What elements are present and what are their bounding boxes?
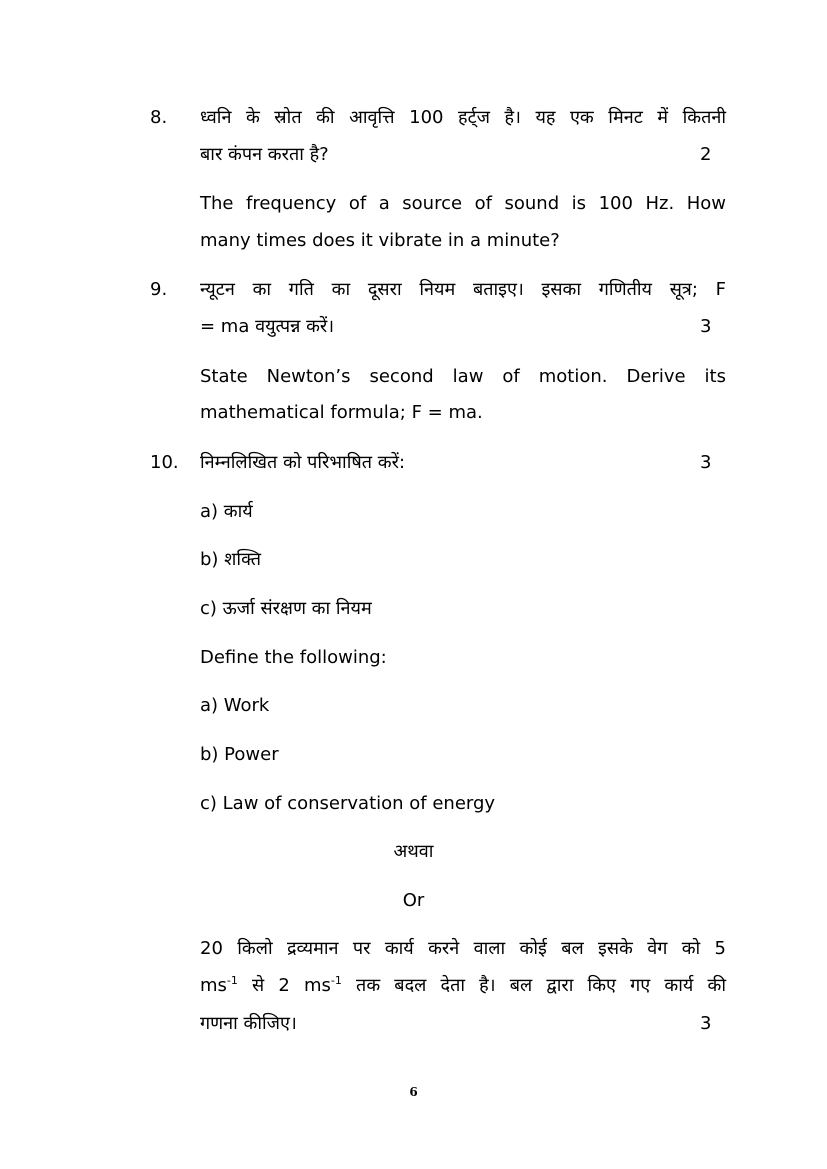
question-10-hindi-item-c: c) ऊर्जा संरक्षण का नियम [200,598,372,619]
question-10-hindi-item-b: b) शक्ति [200,549,261,570]
question-8-number: 8. [150,107,168,128]
alt-line-2-rest: तक बदल देता है। बल द्वारा किए गए कार्य की [341,975,726,996]
question-10-hindi-heading: निम्नलिखित को परिभाषित करें: [200,452,406,473]
question-9-hindi-line-1: न्यूटन का गति का दूसरा नियम बताइए। इसका गणितीय सूत्र; F [200,279,726,300]
page-number: 6 [409,1085,418,1099]
question-10-english-heading: Define the following: [200,647,387,668]
alt-unit-1: ms [200,975,227,996]
question-10-english-item-a: a) Work [200,695,270,716]
question-10-marks: 3 [700,452,712,473]
question-9-english-line-2: mathematical formula; F = ma. [200,402,483,423]
question-10-hindi-item-a: a) कार्य [200,501,253,522]
question-9-number: 9. [150,279,168,300]
alternate-question-line-3: गणना कीजिए। [200,1013,297,1034]
alternate-question-line-1: 20 किलो द्रव्यमान पर कार्य करने वाला कोई बल इसके वेग को 5 [200,938,726,959]
question-9-hindi-line-2: = ma वयुत्पन्न करें। [200,316,335,337]
alt-unit-1-exponent: -1 [226,974,238,987]
question-10-number: 10. [150,452,179,473]
question-10-english-item-c: c) Law of conservation of energy [200,793,496,814]
or-hindi: अथवा [393,841,434,862]
question-8-hindi-line-2: बार कंपन करता है? [200,144,329,165]
question-10-english-item-b: b) Power [200,744,279,765]
question-8-marks: 2 [700,144,712,165]
alternate-question-marks: 3 [700,1013,712,1034]
question-9-english-line-1: State Newton’s second law of motion. Derive its [200,366,726,387]
question-8-hindi-line-1: ध्वनि के स्रोत की आवृत्ति 100 हर्ट्ज है। यह एक मिनट में कितनी [200,107,726,128]
alternate-question-line-2 [200,974,726,998]
question-8-english-line-2: many times does it vibrate in a minute? [200,230,560,251]
alt-unit-2-exponent: -1 [330,974,342,987]
alt-unit-2: से 2 ms [237,975,331,996]
question-8-english-line-1: The frequency of a source of sound is 100 Hz. How [200,193,726,214]
question-9-marks: 3 [700,316,712,337]
or-english: Or [402,890,425,911]
